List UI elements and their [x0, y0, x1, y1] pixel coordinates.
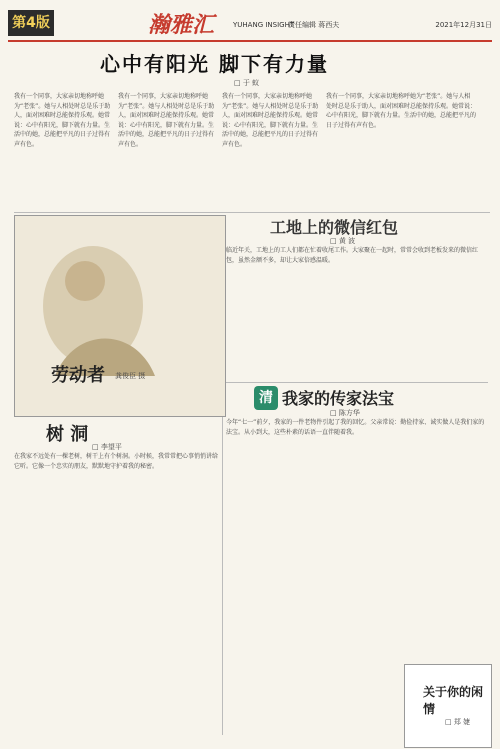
issue-date: 2021年12月31日 [435, 21, 492, 29]
painting-credit: 龚俊臣 摄 [115, 372, 146, 380]
story-title: 我家的传家法宝 [282, 389, 395, 408]
main-article-author: □ 于 蚁 [234, 79, 260, 87]
note-title: 关于你的闲情 [423, 685, 484, 716]
main-article-col-3: 我有一个同事，大家亲切地称呼她为“老张”。她与人相处时总是乐于助人，面对困难时总能保持乐观。她常说：心中有阳光，脚下就有力量。生活中的她，总能把平凡的日子过得有声有色。 [222, 93, 319, 148]
shuidong-title: 树 洞 [46, 424, 89, 445]
wechat-article: 临近年关，工地上的工人们都在忙着收尾工作。大家聚在一起时，常常会收到老板发来的微信红包，虽然金额不多，却让大家倍感温暖。 [226, 247, 479, 264]
page-header [8, 8, 492, 40]
section-divider [14, 212, 490, 213]
main-article-col-1: 我有一个同事，大家亲切地称呼她为“老张”。她与人相处时总是乐于助人，面对困难时总能保持乐观。她常说：心中有阳光，脚下就有力量。生活中的她，总能把平凡的日子过得有声有色。 [14, 93, 111, 148]
section-divider [226, 382, 488, 383]
main-article-col-4: 我有一个同事，大家亲切地称呼她为“老张”。她与人相处时总是乐于助人，面对困难时总能保持乐观。她常说：心中有阳光，脚下就有力量。生活中的她，总能把平凡的日子过得有声有色。 [326, 93, 476, 129]
story-icon-badge: 清 [254, 386, 278, 410]
wechat-author: □ 黄 波 [330, 237, 356, 245]
page-number-text: 第4版 [12, 15, 50, 31]
shuidong-article: 在我家不远处有一棵老树，树干上有个树洞。小时候，我常常把心事悄悄讲给它听。它像一个忠实的朋友，默默地守护着我的秘密。 [14, 453, 219, 470]
paper-logo: 瀚雅汇 [148, 12, 215, 38]
story-author: □ 陈方华 [330, 409, 360, 417]
wechat-title: 工地上的微信红包 [270, 218, 399, 237]
painting-svg [15, 216, 225, 416]
painting-illustration [14, 215, 226, 417]
editor-meta: 责任编辑 蒋西夫 [288, 21, 340, 29]
paper-subtitle: YUHANG INSIGHT [233, 21, 295, 29]
painting-title: 劳动者 [51, 365, 105, 386]
main-article-title: 心中有阳光 脚下有力量 [100, 52, 329, 76]
header-rule [8, 40, 492, 42]
shuidong-author: □ 李望平 [92, 443, 122, 451]
note-box [404, 664, 492, 748]
note-author: □ 郑 婕 [445, 718, 471, 726]
story-article: 今年“七一”前夕，我家的一件老物件引起了我的回忆。父亲常说：勤俭持家、诚实做人是我们家的法宝。从小到大，这些朴素的话语一直伴随着我。 [226, 419, 485, 436]
main-article-col-2: 我有一个同事，大家亲切地称呼她为“老张”。她与人相处时总是乐于助人，面对困难时总能保持乐观。她常说：心中有阳光，脚下就有力量。生活中的她，总能把平凡的日子过得有声有色。 [118, 93, 215, 148]
page-number-badge [8, 10, 54, 36]
